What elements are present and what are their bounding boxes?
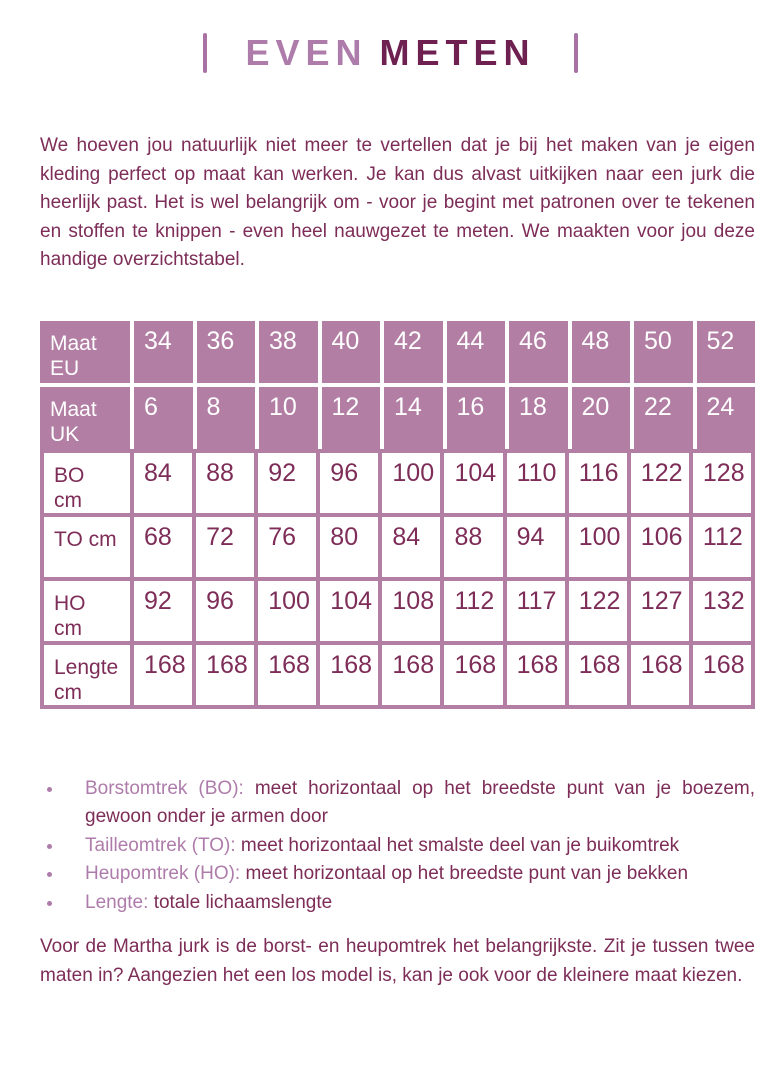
size-table-value: 88: [196, 453, 254, 513]
size-table-header-value: 12: [322, 387, 381, 449]
size-table-header-value: 34: [134, 321, 193, 383]
size-table-value: 122: [569, 581, 627, 641]
title-word-even: EVEN: [245, 32, 368, 73]
size-table-header-value: 52: [697, 321, 756, 383]
size-table-value: 84: [382, 517, 440, 577]
size-table-row-label-label: BO cm: [54, 463, 85, 512]
size-table-value: 100: [258, 581, 316, 641]
bullet-dot-icon: [47, 844, 52, 849]
size-table-value: 92: [258, 453, 316, 513]
size-table-value: 96: [320, 453, 378, 513]
size-table-header-row-label: [40, 321, 130, 383]
size-table-header-value: 10: [259, 387, 318, 449]
size-table: [40, 321, 755, 709]
size-table-value: 100: [382, 453, 440, 513]
size-table-header-value: 6: [134, 387, 193, 449]
size-table-header-row-label: [40, 387, 130, 449]
size-table-value: 168: [258, 645, 316, 705]
size-table-value: 128: [693, 453, 751, 513]
size-table-value: 104: [320, 581, 378, 641]
measurement-list-item: [40, 832, 755, 861]
size-table-value: 168: [569, 645, 627, 705]
measurement-term: Tailleomtrek (TO):: [85, 834, 236, 856]
measurement-term: Heupomtrek (HO):: [85, 863, 241, 884]
size-table-row-label: [44, 517, 130, 577]
size-table-value: 112: [444, 581, 502, 641]
measurement-description: meet horizontaal op het breedste punt van je bekken: [245, 863, 689, 884]
size-table-value: 127: [631, 581, 689, 641]
size-table-value: 76: [258, 517, 316, 577]
size-table-value: 116: [569, 453, 627, 513]
size-table-header-value: 22: [634, 387, 693, 449]
size-table-row-label: [44, 453, 130, 513]
size-table-header-value: 50: [634, 321, 693, 383]
size-table-value: 68: [134, 517, 192, 577]
size-table-value: 72: [196, 517, 254, 577]
size-table-header: [40, 321, 755, 449]
size-table-header-row-label-label: Maat UK: [50, 397, 97, 446]
measurement-list: [40, 775, 755, 918]
size-table-value: 84: [134, 453, 192, 513]
title-bar-right-icon: [574, 33, 578, 73]
bullet-dot-icon: [47, 872, 52, 877]
measurement-list-item: [40, 775, 755, 832]
intro-paragraph: We hoeven jou natuurlijk niet meer te vertellen dat je bij het maken van je eigen kleding perfect op maat kan werken. Je kan dus alvast uitkijken naar een jurk die heerlijk past. Het is wel belangrijk om - voor je begint met patronen over te tekenen en stoffen te knippen - even heel nauwgezet te meten. We maakten voor jou deze handige overzichtstabel.: [40, 135, 755, 270]
page-title: [40, 28, 741, 78]
size-table-value: 132: [693, 581, 751, 641]
size-table-value: 168: [631, 645, 689, 705]
measurement-term: Borstomtrek (BO):: [85, 777, 244, 799]
size-table-header-value: 38: [259, 321, 318, 383]
measurement-term: Lengte:: [85, 891, 149, 913]
size-table-value: 80: [320, 517, 378, 577]
size-table-header-value: 24: [697, 387, 756, 449]
size-table-value: 92: [134, 581, 192, 641]
measurement-description: meet horizontaal het smalste deel van je buikomtrek: [240, 834, 680, 856]
size-table-value: 100: [569, 517, 627, 577]
outro-paragraph: Voor de Martha jurk is de borst- en heupomtrek het belangrijkste. Zit je tussen twee maten in? Aangezien het een los model is, kan je ook voor de kleinere maat kiezen.: [40, 936, 755, 986]
size-table-header-value: 14: [384, 387, 443, 449]
size-table-row-label-label: HO cm: [54, 591, 86, 640]
size-table-header-value: 36: [197, 321, 256, 383]
size-table-value: 168: [320, 645, 378, 705]
size-table-header-value: 18: [509, 387, 568, 449]
size-table-value: 108: [382, 581, 440, 641]
size-table-header-value: 44: [447, 321, 506, 383]
bullet-dot-icon: [47, 901, 52, 906]
bullet-dot-icon: [47, 787, 52, 792]
measurement-list-item: [40, 889, 755, 918]
size-table-row-label-label: TO cm: [54, 527, 117, 551]
size-table-header-value: 20: [572, 387, 631, 449]
size-table-header-value: 16: [447, 387, 506, 449]
size-table-header-value: 42: [384, 321, 443, 383]
measurement-description: totale lichaamslengte: [153, 891, 333, 913]
title-text: [245, 32, 536, 73]
size-table-header-row-label-label: Maat EU: [50, 331, 97, 380]
size-table-header-value: 40: [322, 321, 381, 383]
measurement-list-item: [40, 860, 755, 889]
size-table-value: 88: [444, 517, 502, 577]
size-table-value: 104: [444, 453, 502, 513]
size-table-value: 122: [631, 453, 689, 513]
title-bar-left-icon: [203, 33, 207, 73]
size-table-row-label-label: Lengte cm: [54, 655, 119, 704]
size-table-value: 168: [382, 645, 440, 705]
measurement-description: meet horizontaal op het breedste punt van je boezem, gewoon onder je armen door: [85, 777, 756, 827]
title-word-meten: METEN: [379, 32, 536, 73]
size-table-row-label: [44, 645, 130, 705]
size-table-value: 94: [507, 517, 565, 577]
size-table-body: [40, 449, 755, 709]
size-table-value: 112: [693, 517, 751, 577]
size-table-row-label: [44, 581, 130, 641]
size-table-value: 117: [507, 581, 565, 641]
size-table-value: 110: [507, 453, 565, 513]
size-table-value: 168: [507, 645, 565, 705]
size-table-value: 168: [134, 645, 192, 705]
size-table-value: 168: [196, 645, 254, 705]
size-table-header-value: 48: [572, 321, 631, 383]
size-table-value: 168: [693, 645, 751, 705]
size-table-value: 168: [444, 645, 502, 705]
size-table-value: 96: [196, 581, 254, 641]
size-table-header-value: 8: [197, 387, 256, 449]
size-table-value: 106: [631, 517, 689, 577]
size-table-header-value: 46: [509, 321, 568, 383]
